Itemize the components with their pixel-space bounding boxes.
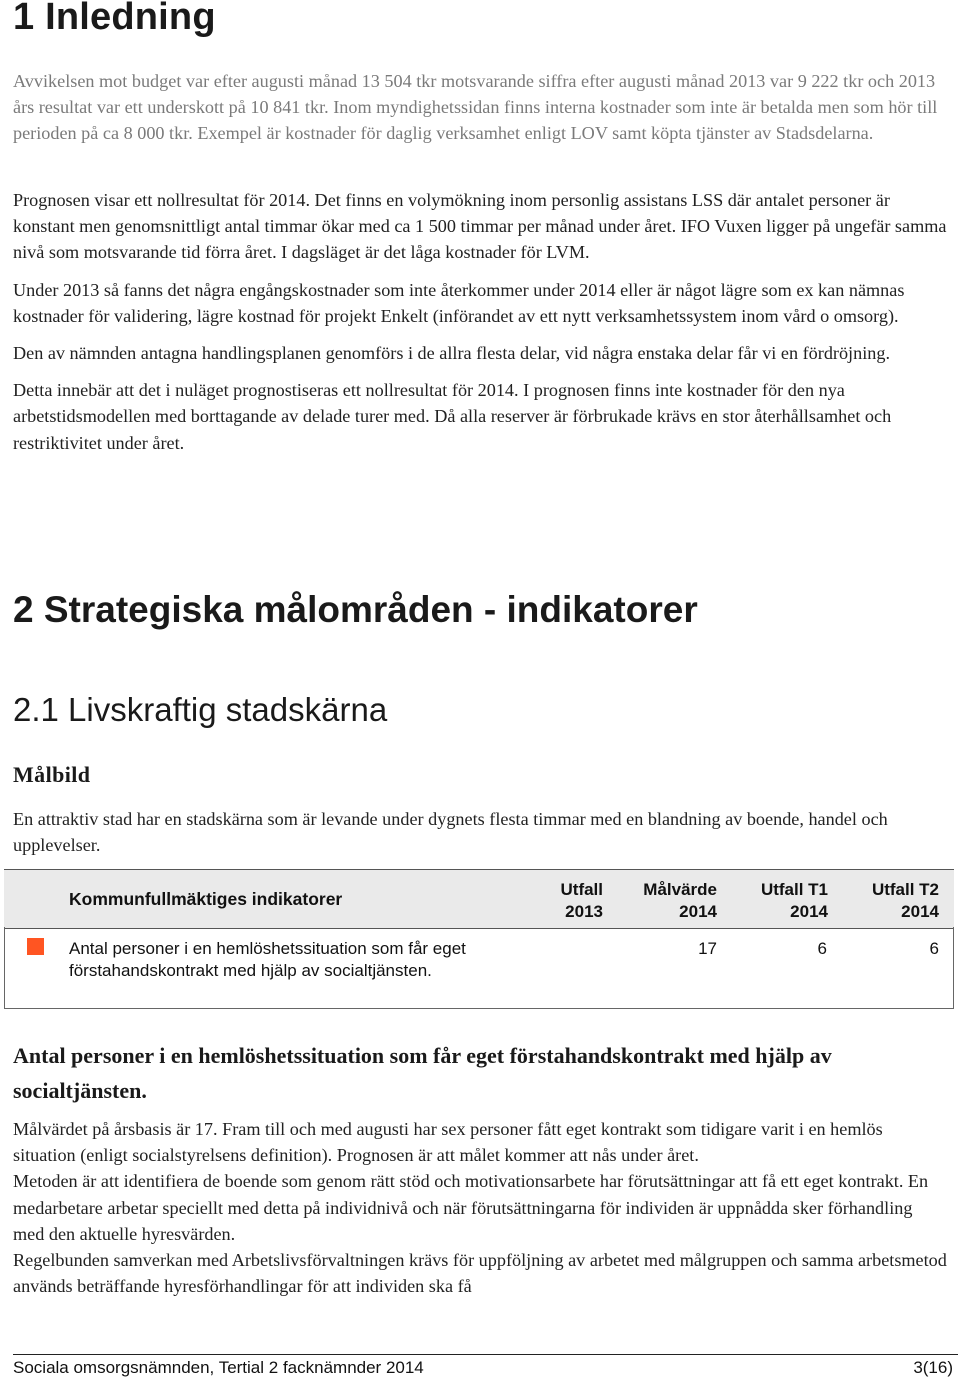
- paragraph-handlingsplan: Den av nämnden antagna handlingsplanen genomförs i de allra flesta delar, vid några enstaka delar får vi en fördröjning.: [13, 343, 890, 364]
- paragraph-nollresultat: Detta innebär att det i nuläget prognostiseras ett nollresultat för 2014. I prognosen finns inte kostnader för den nya arbetstidsmodellen med borttagande av delade turer med. Då alla reserver är förbrukade krävs en stor återhållsamhet och restriktivitet under året.: [13, 380, 892, 453]
- desc-paragraph-samverkan: Regelbunden samverkan med Arbetslivsförvaltningen krävs för uppföljning av arbetet med målgruppen och samma arbetsmetod används beträffande hyresförhandlingar för att individen ska få: [13, 1250, 947, 1297]
- intro-paragraph: Avvikelsen mot budget var efter augusti månad 13 504 tkr motsvarande siffra efter augusti månad 2013 var 9 222 tkr och 2013 års resultat var ett underskott på 10 841 tkr. Inom myndighetssidan finns interna kostnader som inte är betalda men som hör till perioden på ca 8 000 tkr. Exempel är kostnader för daglig verksamhet enligt LOV samt köpta tjänster av Stadsdelarna.: [13, 71, 938, 144]
- value-utfall-t1-2014: 6: [817, 939, 827, 958]
- desc-paragraph-malvarde: Målvärdet på årsbasis är 17. Fram till och med augusti har sex personer fått eget kontrakt som tidigare varit i en hemlös situation (enligt socialstyrelsens definition). Prognosen är att målet kommer att nås under året.: [13, 1119, 883, 1166]
- status-red-square-icon: [27, 938, 44, 955]
- value-utfall-t2-2014: 6: [929, 939, 939, 958]
- indicator-table: [4, 869, 954, 1009]
- desc-paragraph-metod: Metoden är att identifiera de boende som genom rätt stöd och motivationsarbete har förutsättningar att få ett eget kontrakt. En medarbetare arbetar speciellt med detta på individnivå och när förutsättningarna för individen är uppnådda sker förhandling med den aktuelle hyresvärden.: [13, 1171, 929, 1244]
- malbild-section: [13, 806, 948, 858]
- column-header-line: Utfall T2: [871, 880, 939, 899]
- column-header-line: Utfall: [560, 880, 603, 899]
- indicator-description: [13, 1116, 948, 1299]
- column-header-utfall-2013: [561, 879, 604, 923]
- value-malvarde-2014: 17: [698, 939, 717, 958]
- footer-divider: [13, 1354, 958, 1355]
- column-header-line: 2013: [565, 902, 603, 921]
- intro-section: [13, 68, 948, 147]
- section-heading-inledning: 1 Inledning: [13, 0, 216, 38]
- page-number: 3(16): [913, 1358, 953, 1377]
- page-footer: [13, 1358, 953, 1378]
- column-header-utfall-t1-2014: [761, 879, 828, 923]
- column-header-line: Utfall T1: [760, 880, 828, 899]
- column-header-line: 2014: [901, 902, 939, 921]
- indicator-heading: Antal personer i en hemlöshetssituation som får eget förstahandskontrakt med hjälp av socialtjänsten.: [13, 1043, 832, 1103]
- column-header-utfall-t2-2014: [872, 879, 939, 923]
- column-header-line: Målvärde: [643, 880, 717, 899]
- indicator-row: [4, 927, 954, 1009]
- paragraph-prognos: Prognosen visar ett nollresultat för 2014. Det finns en volymökning inom personlig assistans LSS där antalet personer är konstant men genomsnittligt antal timmar ökar med ca 1 500 timmar per månad under året. IFO Vuxen ligger på ungefär samma nivå som motsvarande tid förra året. I dagsläget är det låga kostnader för LVM.: [13, 190, 947, 263]
- column-header-line: 2014: [790, 902, 828, 921]
- section-heading-strategiska: 2 Strategiska målområden - indikatorer: [13, 589, 698, 630]
- indicator-table-header: [4, 869, 954, 929]
- malbild-text: En attraktiv stad har en stadskärna som är levande under dygnets flesta timmar med en blandning av boende, handel och upplevelser.: [13, 809, 888, 856]
- indicator-label: Antal personer i en hemlöshetssituation som får eget förstahandskontrakt med hjälp av socialtjänsten.: [69, 939, 466, 980]
- column-header-line: 2014: [679, 902, 717, 921]
- column-header-malvarde-2014: [643, 879, 717, 923]
- paragraph-engangskostnader: Under 2013 så fanns det några engångskostnader som inte återkommer under 2014 eller är något lägre som ex kan nämnas kostnader för validering, lägre kostnad för projekt Enkelt (införandet av ett nytt verksamhetssystem inom vård o omsorg).: [13, 279, 905, 326]
- subsection-heading: 2.1 Livskraftig stadskärna: [13, 691, 388, 728]
- footer-document-title: Sociala omsorgsnämnden, Tertial 2 facknämnder 2014: [13, 1358, 424, 1377]
- indicator-table-title: Kommunfullmäktiges indikatorer: [69, 889, 343, 909]
- body-section: [13, 187, 948, 467]
- malbild-heading: Målbild: [13, 762, 91, 787]
